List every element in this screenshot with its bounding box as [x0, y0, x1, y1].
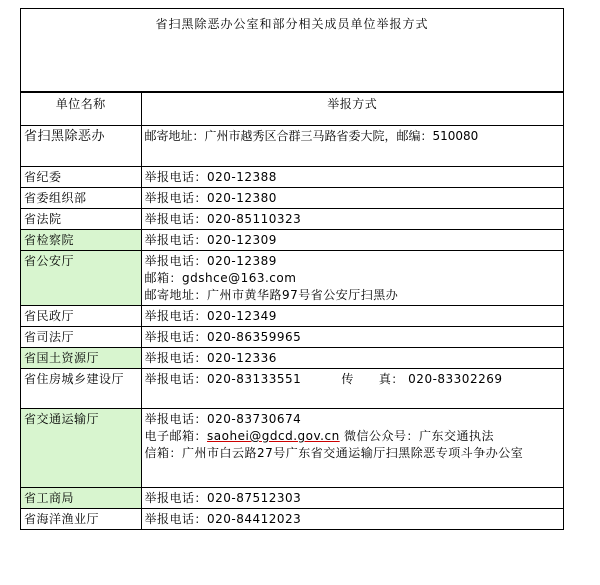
report-table-sheet [20, 8, 564, 530]
unit-cell: 省国土资源厅 [21, 348, 141, 369]
table-row [21, 509, 563, 530]
table-row [21, 348, 563, 369]
table-row [21, 488, 563, 509]
unit-cell: 省海洋渔业厅 [21, 509, 141, 530]
letter-box-line: 信箱：广州市白云路27号广东省交通运输厅扫黑除恶专项斗争办公室 [144, 446, 524, 460]
table-row [21, 188, 563, 209]
method-cell: 举报电话：020-87512303 [141, 488, 563, 509]
method-cell: 举报电话：020-85110323 [141, 209, 563, 230]
unit-cell: 省公安厅 [21, 251, 141, 306]
unit-cell: 省民政厅 [21, 306, 141, 327]
method-cell: 举报电话：020-12309 [141, 230, 563, 251]
unit-cell: 省扫黑除恶办 [21, 126, 141, 167]
method-cell: 举报电话：020-12336 [141, 348, 563, 369]
method-cell [141, 409, 563, 488]
report-methods-table [21, 92, 563, 529]
table-row [21, 327, 563, 348]
email-line: 邮箱：gdshce@163.com [144, 271, 297, 285]
unit-cell: 省委组织部 [21, 188, 141, 209]
method-cell [141, 369, 563, 409]
method-cell: 举报电话：020-12380 [141, 188, 563, 209]
table-row [21, 409, 563, 488]
table-row [21, 167, 563, 188]
email-link[interactable]: saohei@gdcd.gov.cn [207, 429, 340, 443]
fax-label: 传 真： [341, 372, 404, 386]
table-row [21, 251, 563, 306]
unit-cell: 省法院 [21, 209, 141, 230]
table-row [21, 209, 563, 230]
address-line: 邮寄地址：广州市黄华路97号省公安厅扫黑办 [144, 288, 399, 302]
unit-cell: 省住房城乡建设厅 [21, 369, 141, 409]
unit-cell: 省工商局 [21, 488, 141, 509]
fax-number: 020-83302269 [408, 372, 503, 386]
method-cell: 邮寄地址：广州市越秀区合群三马路省委大院，邮编：510080 [141, 126, 563, 167]
unit-cell: 省交通运输厅 [21, 409, 141, 488]
table-header-row [21, 93, 563, 126]
unit-cell: 省检察院 [21, 230, 141, 251]
phone-text: 举报电话：020-83133551 [144, 372, 302, 386]
method-cell: 举报电话：020-84412023 [141, 509, 563, 530]
unit-cell: 省司法厅 [21, 327, 141, 348]
table-row [21, 306, 563, 327]
unit-cell: 省纪委 [21, 167, 141, 188]
table-row [21, 126, 563, 167]
document-title: 省扫黑除恶办公室和部分相关成员单位举报方式 [21, 9, 563, 92]
header-unit: 单位名称 [21, 93, 141, 126]
method-cell: 举报电话：020-12349 [141, 306, 563, 327]
phone-line: 举报电话：020-12389 [144, 254, 277, 268]
email-label: 电子邮箱： [144, 429, 208, 443]
method-cell: 举报电话：020-86359965 [141, 327, 563, 348]
table-row [21, 369, 563, 409]
wechat-text: 微信公众号：广东交通执法 [344, 429, 495, 443]
method-cell: 举报电话：020-12388 [141, 167, 563, 188]
phone-line: 举报电话：020-83730674 [144, 412, 302, 426]
table-row [21, 230, 563, 251]
method-cell [141, 251, 563, 306]
header-method: 举报方式 [141, 93, 563, 126]
email-line [145, 428, 561, 445]
